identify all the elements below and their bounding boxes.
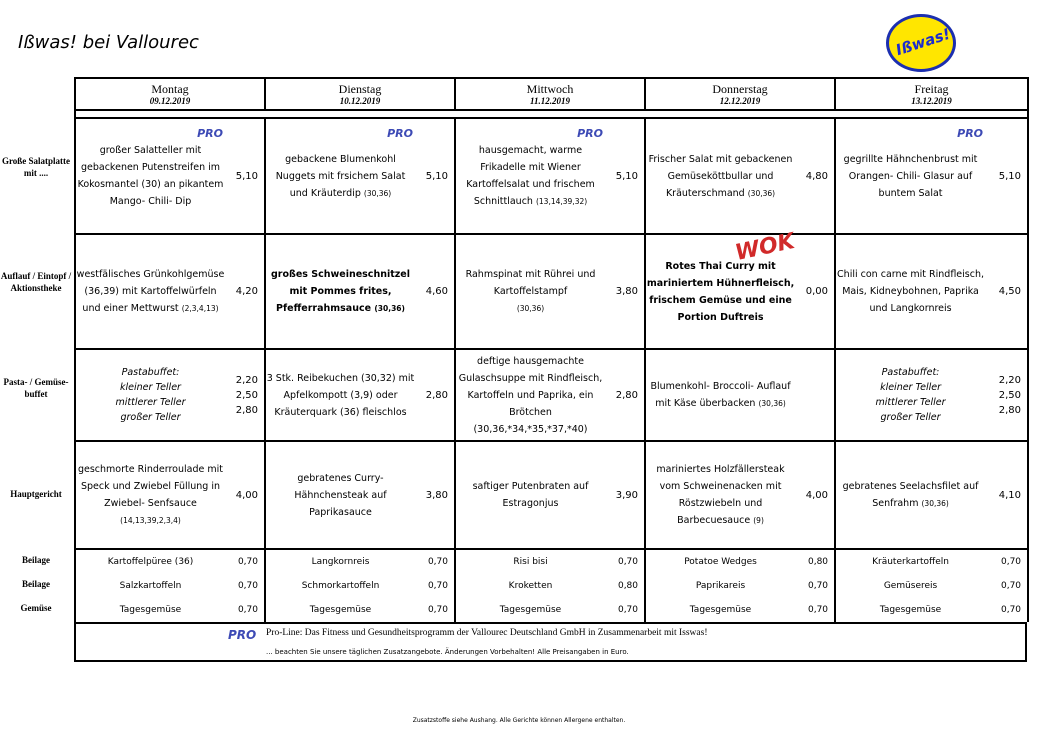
row-label-beilage-1: Beilage [22,555,50,565]
auflauf-row [75,234,1028,349]
beilage1-row [75,549,1028,574]
dish-cell: Blumenkohl- Broccoli- Auflauf mit Käse überbacken (30,36) [645,349,795,441]
price-cell: 0,70 [807,581,829,591]
price-cell: 0,70 [237,581,258,591]
price-cell: 0,70 [237,557,258,567]
row-label-beilage-2: Beilage [22,579,50,589]
day-header-dienstag: Dienstag 10.12.2019 [265,78,455,110]
price-cell: 5,10 [605,118,645,234]
day-header-row [75,78,1028,110]
price-cell: 5,10 [985,118,1028,234]
dish-cell: deftige hausgemachte Gulaschsuppe mit Rindfleisch, Kartoffeln und Paprika, ein Brötchen (30,36,*34,*35,*37,*40) [455,349,605,441]
price-cell: 2,20 2,50 2,80 [225,349,265,441]
dish-cell: WOK Rotes Thai Curry mit mariniertem Hühnerfleisch, frischem Gemüse und eine Portion Duftreis [645,234,795,349]
price-cell: 2,80 [605,349,645,441]
row-label-gemuese: Gemüse [20,603,52,613]
price-cell: 0,70 [985,574,1028,598]
price-cell: 4,80 [795,118,835,234]
price-cell: 0,80 [807,557,829,567]
price-cell: 2,80 [415,349,455,441]
side-cell: Langkornreis [265,549,415,574]
day-header-freitag: Freitag 13.12.2019 [835,78,1028,110]
footer-line-2: ... beachten Sie unsere täglichen Zusatzangebote. Änderungen Vorbehalten! Alle Preisangaben in Euro. [266,648,629,656]
price-cell: 3,90 [605,441,645,549]
pro-icon: PRO [957,127,984,140]
price-cell: 0,70 [427,557,448,567]
price-cell: 0,70 [617,605,639,615]
price-cell: 4,60 [415,234,455,349]
price-cell: 3,80 [415,441,455,549]
day-header-mittwoch: Mittwoch 11.12.2019 [455,78,645,110]
price-cell: 4,10 [985,441,1028,549]
gemuese-row [75,598,1028,622]
price-cell: 4,20 [225,234,265,349]
row-label-haupt: Hauptgericht [10,489,62,499]
pro-icon: PRO [387,127,413,140]
price-cell: 4,00 [225,441,265,549]
price-cell: 0,00 [795,234,835,349]
price-cell: 0,70 [807,605,829,615]
footer-box [74,622,1027,662]
price-cell: 5,10 [415,118,455,234]
price-cell: 3,80 [605,234,645,349]
dish-cell: PRO großer Salatteller mit gebackenen Putenstreifen im Kokosmantel (30) an pikantem Mango- Chili- Dip [75,118,225,234]
side-cell: Tagesgemüse [645,598,795,622]
price-cell: 0,70 [427,581,448,591]
side-cell: Tagesgemüse [75,598,225,622]
isswas-logo [886,14,956,72]
price-cell: 4,50 [985,234,1028,349]
salat-row [75,118,1028,234]
price-cell: 0,70 [617,557,639,567]
dish-cell: Pastabuffet: kleiner Teller mittlerer Teller großer Teller [75,349,225,441]
wok-icon: WOK [733,229,797,266]
pro-icon: PRO [197,127,223,140]
dish-cell: Rahmspinat mit Rührei und Kartoffelstampf (30,36) [455,234,605,349]
dish-cell: Chili con carne mit Rindfleisch, Mais, Kidneybohnen, Paprika und Langkornreis [835,234,985,349]
logo-text: Ißwas! [893,24,953,60]
side-cell: Tagesgemüse [265,598,415,622]
dish-cell: PRO hausgemacht, warme Frikadelle mit Wiener Kartoffelsalat und frischem Schnittlauch (13,14,39,32) [455,118,605,234]
price-cell [795,349,835,441]
side-cell: Kroketten [455,574,605,598]
price-cell: 0,70 [427,605,448,615]
dish-cell: Frischer Salat mit gebackenen Gemüseköttbullar und Kräuterschmand (30,36) [645,118,795,234]
price-cell: 0,70 [237,605,258,615]
dish-cell: gebratenes Seelachsfilet auf Senfrahm (30,36) [835,441,985,549]
menu-table [74,77,1029,622]
bottom-note: Zusatzstoffe siehe Aushang. Alle Gerichte können Allergene enthalten. [412,717,626,724]
dish-cell: saftiger Putenbraten auf Estragonjus [455,441,605,549]
footer-line-1: Pro-Line: Das Fitness und Gesundheitsprogramm der Vallourec Deutschland GmbH in Zusammenarbeit mit Isswas! [266,628,708,638]
dish-cell: 3 Stk. Reibekuchen (30,32) mit Apfelkompott (3,9) oder Kräuterquark (36) fleischlos [265,349,415,441]
dish-cell: gebratenes Curry-Hähnchensteak auf Paprikasauce [265,441,415,549]
pro-icon: PRO [577,127,603,140]
dish-cell: geschmorte Rinderroulade mit Speck und Zwiebel Füllung in Zwiebel- Senfsauce (14,13,39,2,3,4) [75,441,225,549]
pasta-row [75,349,1028,441]
dish-cell: westfälisches Grünkohlgemüse (36,39) mit Kartoffelwürfeln und einer Mettwurst (2,3,4,13) [75,234,225,349]
dish-cell: PRO gegrillte Hähnchenbrust mit Orangen- Chili- Glasur auf buntem Salat [835,118,985,234]
price-cell: 2,20 2,50 2,80 [985,349,1028,441]
side-cell: Paprikareis [645,574,795,598]
dish-cell: mariniertes Holzfällersteak vom Schweinenacken mit Röstzwiebeln und Barbecuesauce (9) [645,441,795,549]
day-header-montag: Montag 09.12.2019 [75,78,265,110]
price-cell: 5,10 [225,118,265,234]
row-label-pasta: Pasta- / Gemüse-buffet [3,377,69,399]
side-cell: Kräuterkartoffeln [835,549,985,574]
page-title: Ißwas! bei Vallourec [18,32,199,53]
side-cell: Gemüsereis [835,574,985,598]
price-cell: 4,00 [795,441,835,549]
dish-cell: PRO gebackene Blumenkohl Nuggets mit frsichem Salat und Kräuterdip (30,36) [265,118,415,234]
side-cell: Tagesgemüse [835,598,985,622]
side-cell: Kartoffelpüree (36) [75,549,225,574]
dish-cell: großes Schweineschnitzel mit Pommes frites, Pfefferrahmsauce (30,36) [265,234,415,349]
price-cell: 0,70 [985,549,1028,574]
side-cell: Tagesgemüse [455,598,605,622]
day-header-donnerstag: Donnerstag 12.12.2019 [645,78,835,110]
price-cell: 0,70 [985,598,1028,622]
side-cell: Risi bisi [455,549,605,574]
beilage2-row [75,574,1028,598]
pro-icon: PRO [228,628,257,642]
side-cell: Schmorkartoffeln [265,574,415,598]
price-cell: 0,80 [617,581,639,591]
haupt-row [75,441,1028,549]
side-cell: Salzkartoffeln [75,574,225,598]
row-label-salat: Große Salatplatte mit .... [1,156,71,178]
row-label-auflauf: Auflauf / Eintopf / Aktionstheke [0,271,72,293]
side-cell: Potatoe Wedges [645,549,795,574]
dish-cell: Pastabuffet: kleiner Teller mittlerer Teller großer Teller [835,349,985,441]
